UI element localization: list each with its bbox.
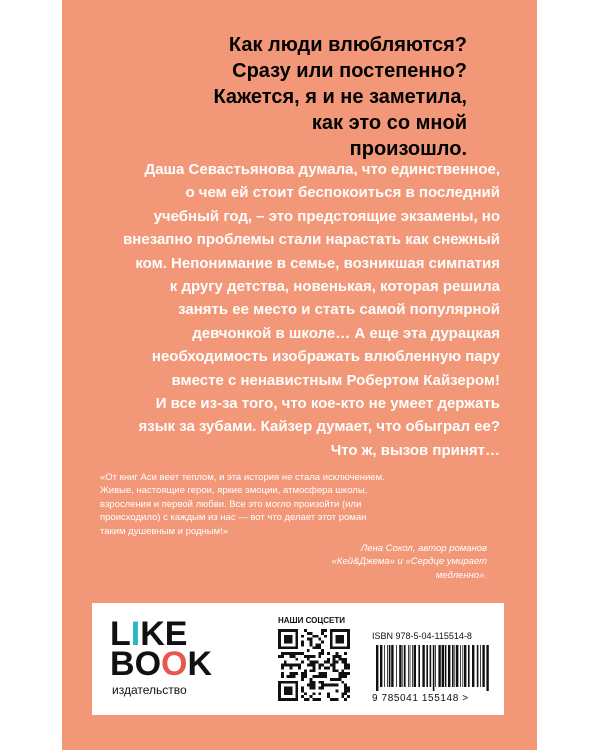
blurb-line: к другу детства, новенькая, которая решила <box>169 278 500 296</box>
review-quote <box>100 471 500 538</box>
barcode-digits: 9 785041 155148 > <box>372 693 469 704</box>
review-attribution <box>227 542 487 582</box>
publisher-subtitle: издательство <box>112 683 187 697</box>
qr-code[interactable] <box>278 629 350 701</box>
review-line: Живые, настоящие герои, яркие эмоции, атмосфера школы, <box>100 485 368 497</box>
review-line: таким душевным и родным!» <box>100 525 229 537</box>
logo-letter: K <box>187 645 213 683</box>
publisher-panel <box>92 603 504 715</box>
isbn-number: ISBN 978-5-04-115514-8 <box>372 631 472 641</box>
headline-line: Как люди влюбляются? <box>228 34 467 56</box>
review-line: взросления и первой любви. Все это могло произойти (или <box>100 498 362 510</box>
blurb-line: вместе с ненавистным Робертом Кайзером! <box>171 371 500 389</box>
blurb-line: язык за зубами. Кайзер думает, что обыграл ее? <box>138 418 500 436</box>
blurb-line: занять ее место и стать самой популярной <box>178 301 500 319</box>
blurb-line: внезапно проблемы стали нарастать как снежный <box>123 231 500 249</box>
blurb-line: необходимость изображать влюбленную пару <box>151 348 500 366</box>
logo-letter: O <box>134 645 162 683</box>
headline-line: произошло. <box>349 138 467 160</box>
blurb-line: о чем ей стоит беспокоиться в последний <box>185 184 500 202</box>
logo-letter: K <box>140 615 165 653</box>
logo-letter: E <box>164 615 188 653</box>
review-line: «От книг Аси веет теплом, и эта история не стала исключением. <box>100 472 385 483</box>
book-back-cover <box>62 0 537 750</box>
blurb-line: И все из-за того, что кое-кто не умеет держать <box>155 395 500 413</box>
logo-row-book <box>110 647 212 681</box>
headline-line: Кажется, я и не заметила, <box>213 86 467 108</box>
blurb-line: учебный год, – это предстоящие экзамены, но <box>153 207 500 225</box>
review-line: происходило) с каждым из нас — вот что делает этот роман <box>100 512 367 524</box>
attribution-line: Лена Сокол, автор романов <box>360 543 487 554</box>
likebook-logo <box>110 617 250 707</box>
social-label: НАШИ СОЦСЕТИ <box>278 616 345 625</box>
book-blurb <box>120 158 500 462</box>
blurb-line: Даша Севастьянова думала, что единственное, <box>144 161 500 178</box>
logo-letter: I <box>130 615 141 653</box>
attribution-line: медленно». <box>435 569 487 581</box>
barcode <box>374 645 492 691</box>
blurb-line: ком. Непонимание в семье, возникшая симпатия <box>135 254 500 272</box>
logo-letter: L <box>110 615 131 653</box>
headline-line: как это со мной <box>311 112 467 134</box>
headline <box>147 32 467 162</box>
logo-letter: B <box>110 645 135 683</box>
attribution-line: «Кей&Джема» и «Сердце умирает <box>331 556 487 568</box>
blurb-line: девчонкой в школе… А еще эта дурацкая <box>192 324 500 342</box>
logo-letter: O <box>161 645 188 683</box>
headline-line: Сразу или постепенно? <box>232 60 467 82</box>
blurb-line: Что ж, вызов принят… <box>330 441 500 459</box>
